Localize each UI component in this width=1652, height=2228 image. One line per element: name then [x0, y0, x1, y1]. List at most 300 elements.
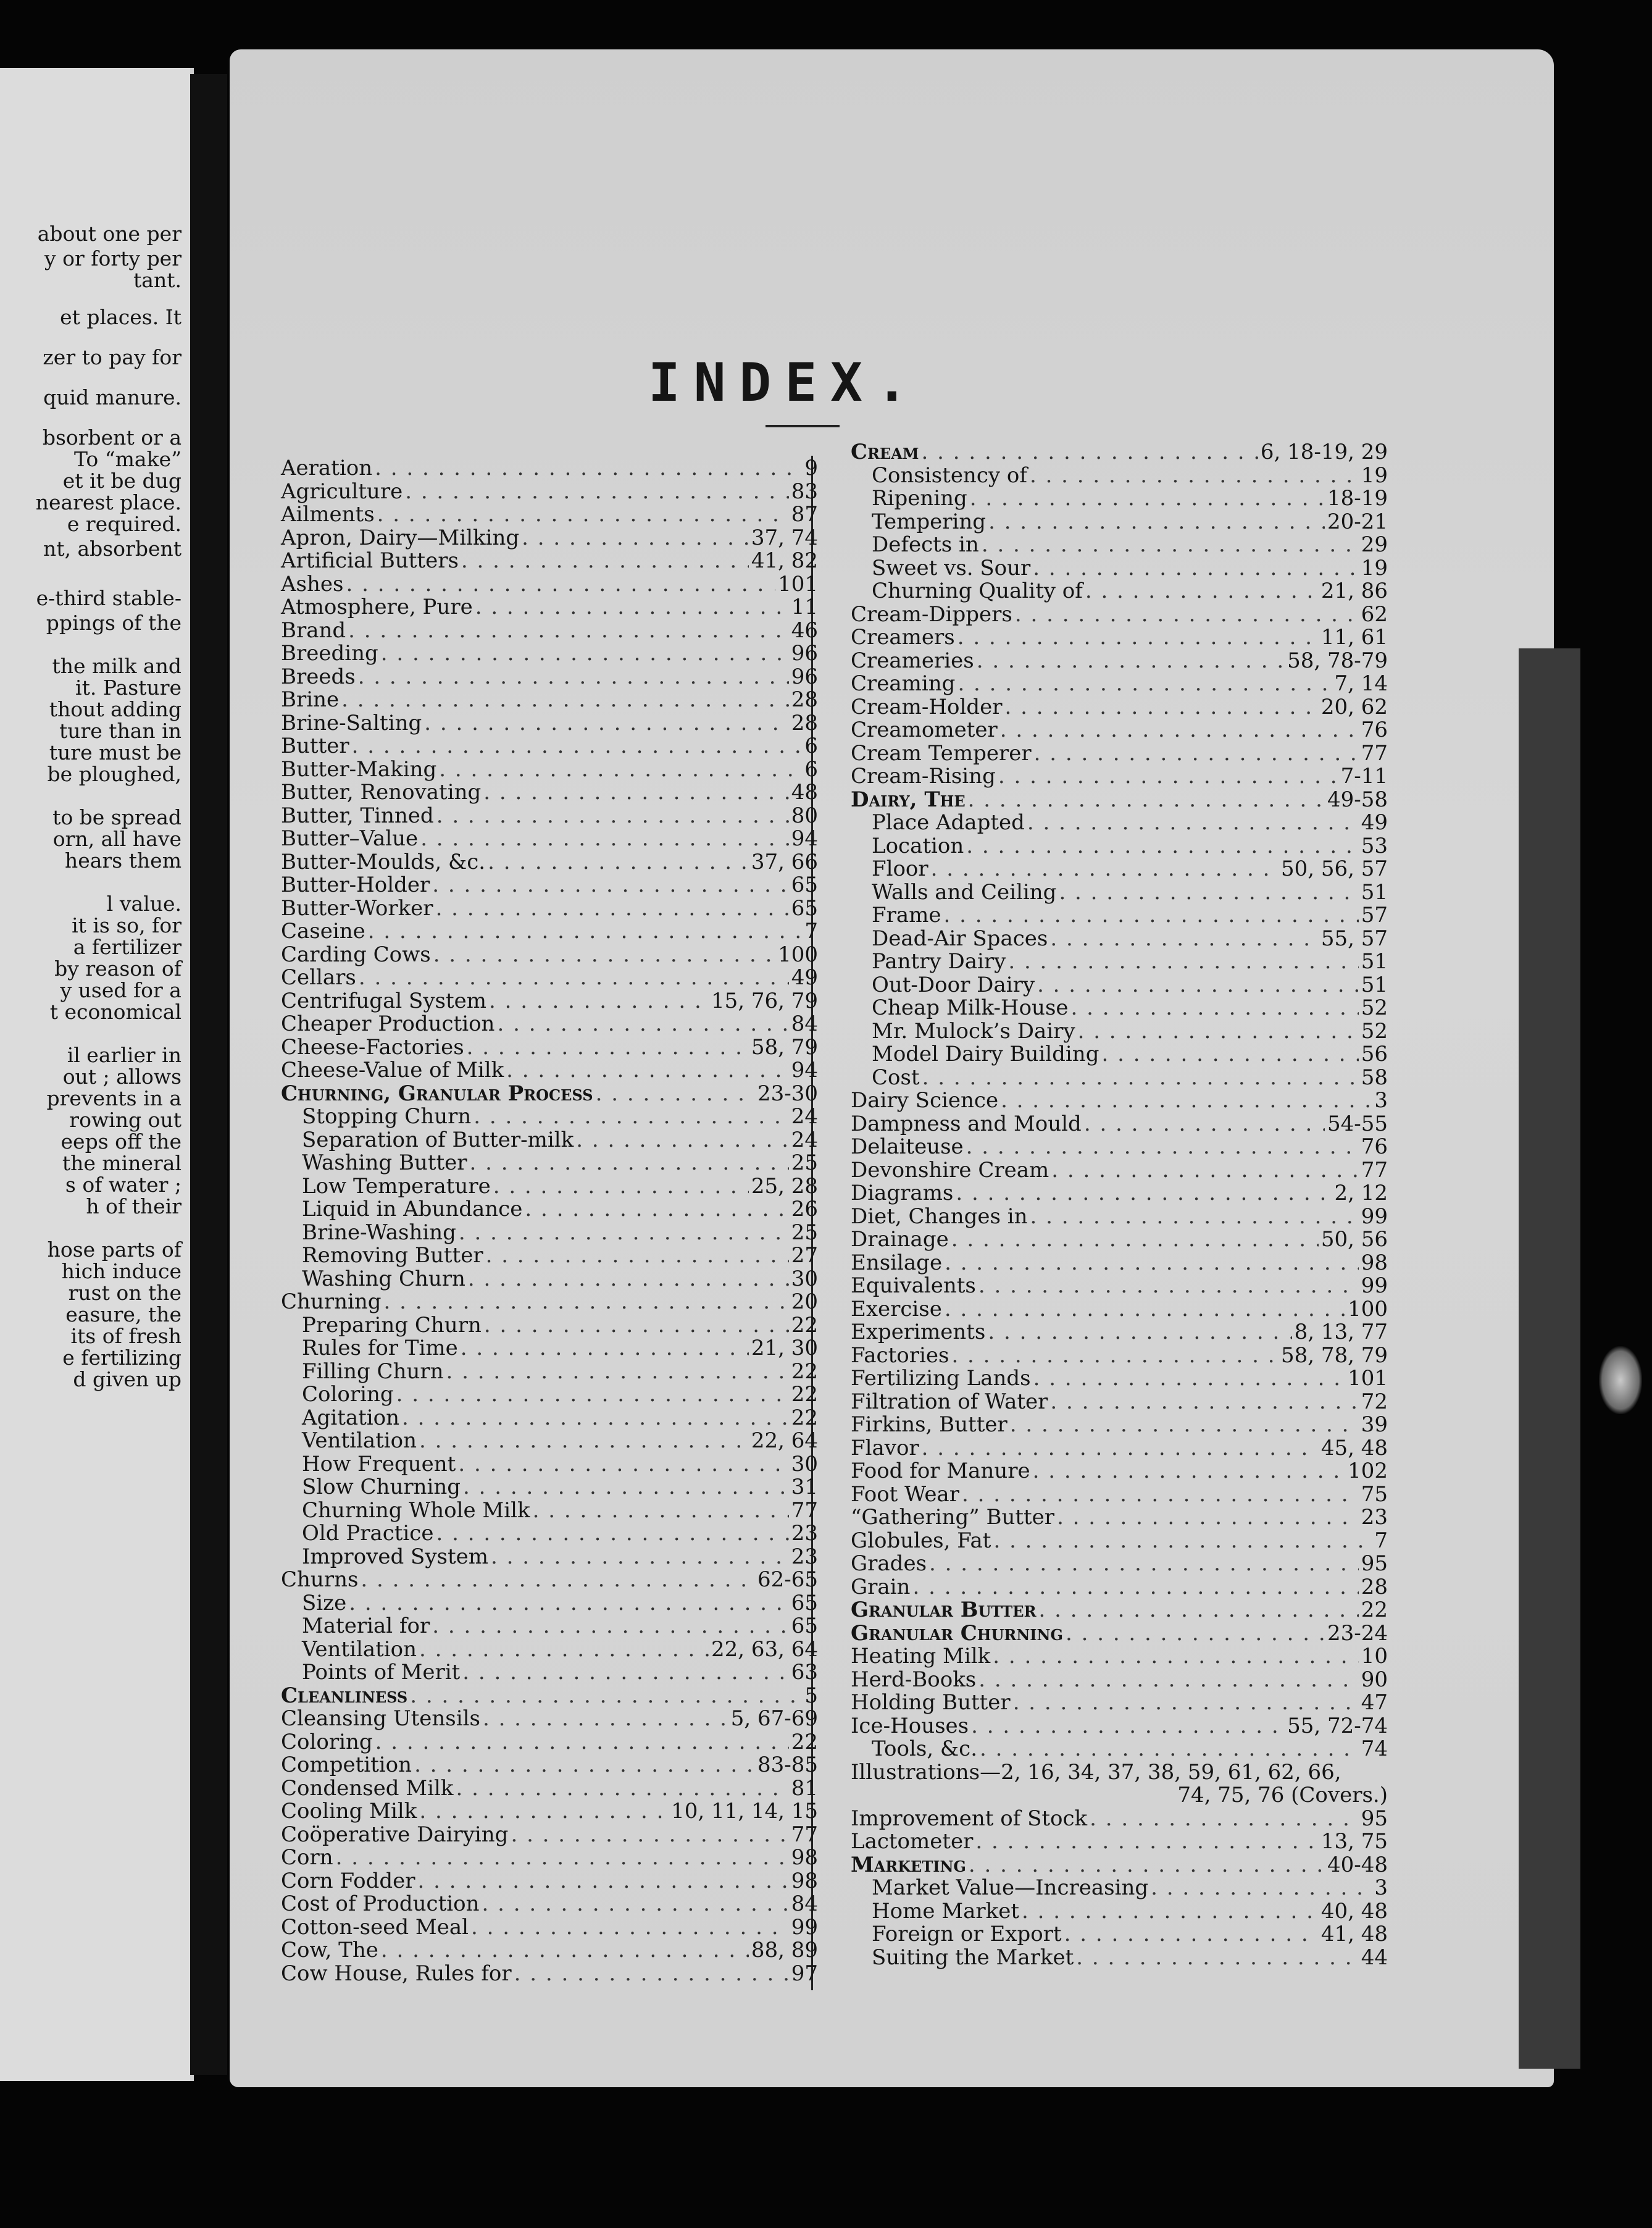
- index-term: Centrifugal System: [281, 988, 486, 1013]
- index-page-numbers: 77: [791, 1497, 818, 1523]
- index-entry: [281, 666, 818, 689]
- index-entry: [851, 811, 1388, 835]
- index-term: Material for: [302, 1614, 430, 1638]
- left-page-text-line: a fertilizer: [73, 935, 181, 959]
- index-term: Devonshire Cream: [851, 1157, 1049, 1183]
- leader-dots: [993, 1645, 1359, 1669]
- leader-dots: [456, 1777, 788, 1801]
- leader-dots: [446, 1360, 789, 1384]
- index-entry: [281, 1105, 818, 1129]
- index-term: Globules, Fat: [851, 1528, 991, 1553]
- index-entry: [851, 557, 1388, 580]
- index-entry: [851, 1367, 1388, 1391]
- index-page-numbers: 37, 74: [751, 525, 818, 550]
- index-term: Out-Door Dairy: [872, 972, 1035, 997]
- index-term: Ensilage: [851, 1250, 943, 1275]
- index-entry: [851, 1344, 1388, 1368]
- leader-dots: [951, 1344, 1279, 1368]
- index-page-numbers: 99: [1361, 1204, 1388, 1229]
- left-page-text-line: nt, absorbent: [43, 537, 181, 561]
- index-entry: [851, 997, 1388, 1020]
- leader-dots: [402, 1407, 789, 1430]
- index-entry: [281, 457, 818, 480]
- leader-dots: [349, 1592, 789, 1615]
- leader-dots: [912, 1576, 1358, 1599]
- left-page-fragment: [0, 68, 194, 2081]
- leader-dots: [1033, 1367, 1345, 1391]
- left-page-text-line: rowing out: [69, 1108, 181, 1132]
- index-entry: [281, 1083, 818, 1106]
- leader-dots: [483, 1707, 728, 1731]
- leader-dots: [470, 1152, 789, 1175]
- index-page-numbers: 65: [791, 895, 818, 921]
- left-page-text-line: d given up: [73, 1367, 181, 1391]
- index-term: Butter-Making: [281, 756, 437, 782]
- index-page-numbers: 23: [791, 1544, 818, 1569]
- index-term: Coloring: [302, 1382, 394, 1407]
- index-entry: [851, 765, 1388, 789]
- index-entry: [851, 1113, 1388, 1136]
- index-page-numbers: 22: [791, 1312, 818, 1338]
- index-entry: [851, 1321, 1388, 1344]
- leader-dots: [1010, 1413, 1359, 1437]
- index-entry: [851, 858, 1388, 881]
- leader-dots: [1033, 1460, 1345, 1483]
- index-page-numbers: 84: [791, 1891, 818, 1916]
- left-page-text-line: et it be dug: [62, 469, 181, 493]
- leader-dots: [359, 966, 789, 990]
- leader-dots: [506, 1059, 789, 1083]
- leader-dots: [432, 874, 789, 897]
- index-entry: [281, 827, 818, 851]
- index-entry: [281, 897, 818, 921]
- left-page-text-line: its of fresh: [70, 1324, 181, 1348]
- left-page-text-line: et places. It: [60, 305, 181, 329]
- index-page-numbers: 54-55: [1327, 1111, 1388, 1136]
- index-term: Cream-Rising: [851, 764, 996, 789]
- index-entry: [281, 642, 818, 666]
- leader-dots: [1050, 1391, 1358, 1414]
- index-entry: [851, 1669, 1388, 1692]
- index-term: Granular Butter: [851, 1598, 1037, 1622]
- index-term: Cream Temperer: [851, 740, 1032, 766]
- leader-dots: [459, 1221, 789, 1245]
- index-entry: [851, 511, 1388, 534]
- index-entry: [851, 1877, 1388, 1900]
- index-page-numbers: 84: [791, 1011, 818, 1036]
- leader-dots: [957, 672, 1332, 696]
- leader-dots: [436, 1522, 788, 1546]
- index-entry: [281, 1800, 818, 1824]
- index-term: Churning Quality of: [872, 579, 1083, 603]
- index-term: Experiments: [851, 1320, 986, 1344]
- leader-dots: [929, 1552, 1359, 1576]
- index-page-numbers: 6, 18-19, 29: [1260, 440, 1388, 464]
- leader-dots: [482, 1893, 788, 1916]
- leader-dots: [998, 765, 1338, 789]
- index-column-right: [851, 441, 1388, 1969]
- index-term: Cotton-seed Meal: [281, 1914, 469, 1940]
- index-entry: [281, 1036, 818, 1060]
- left-page-text-line: out ; allows: [62, 1065, 181, 1089]
- leader-dots: [489, 990, 709, 1013]
- index-term: Cellars: [281, 965, 356, 990]
- index-term: Churning, Granular Process: [281, 1081, 593, 1106]
- left-page-text-line: to be spread: [52, 805, 181, 829]
- leader-dots: [483, 781, 789, 805]
- index-entry: [281, 550, 818, 573]
- index-term: Granular Churning: [851, 1620, 1063, 1646]
- left-page-text-line: y used for a: [60, 978, 181, 1002]
- left-page-text-line: t economical: [49, 1000, 181, 1024]
- leader-dots: [419, 1638, 709, 1662]
- index-entry: [851, 1715, 1388, 1738]
- index-entry: [281, 1430, 818, 1453]
- index-page-numbers: 57: [1361, 903, 1388, 928]
- leader-dots: [358, 666, 789, 689]
- index-page-numbers: 30: [791, 1266, 818, 1291]
- index-page-numbers: 101: [1348, 1366, 1388, 1391]
- index-page-numbers: 22: [791, 1729, 818, 1754]
- leader-dots: [346, 573, 775, 597]
- leader-dots: [493, 1175, 749, 1199]
- index-entry: [281, 619, 818, 643]
- leader-dots: [486, 1244, 789, 1268]
- leader-dots: [410, 1685, 802, 1708]
- index-page-numbers: 58, 78-79: [1287, 648, 1388, 673]
- index-page-numbers: 45, 48: [1320, 1435, 1388, 1460]
- left-page-text-line: l value.: [106, 892, 181, 916]
- left-page-text-line: hears them: [65, 848, 181, 873]
- index-entry: [281, 1615, 818, 1638]
- index-page-numbers: 95: [1361, 1551, 1388, 1576]
- index-page-numbers: 41, 82: [751, 548, 818, 573]
- index-term: Ventilation: [302, 1428, 417, 1453]
- leader-dots: [377, 503, 789, 527]
- index-term: Cow House, Rules for: [281, 1961, 512, 1986]
- index-page-numbers: 23-24: [1327, 1620, 1388, 1646]
- leader-dots: [993, 1530, 1372, 1553]
- index-term: Points of Merit: [302, 1660, 461, 1685]
- index-page-numbers: 39: [1361, 1412, 1388, 1437]
- index-page-numbers: 11, 61: [1320, 625, 1388, 650]
- index-term: Improved System: [302, 1544, 489, 1569]
- index-page-numbers: 98: [791, 1868, 818, 1893]
- left-page-text-line: y or forty per: [44, 246, 181, 270]
- leader-dots: [348, 619, 789, 643]
- leader-dots: [1039, 1599, 1359, 1622]
- index-page-numbers: 83-85: [757, 1753, 818, 1777]
- index-entry: [851, 835, 1388, 858]
- index-entry: [851, 1923, 1388, 1946]
- index-term: Creamometer: [851, 718, 998, 742]
- leader-dots: [966, 1136, 1359, 1159]
- leader-dots: [436, 805, 789, 828]
- left-page-text-line: s of water ;: [65, 1173, 181, 1197]
- index-entry: [851, 881, 1388, 905]
- index-term: Illustrations—2, 16, 34, 37, 38, 59, 61, 62, 66,: [851, 1759, 1341, 1785]
- leader-dots: [980, 1738, 1359, 1761]
- index-entry: [851, 1622, 1388, 1646]
- index-term: Cheese-Value of Milk: [281, 1058, 504, 1083]
- index-entry: [851, 464, 1388, 488]
- index-page-numbers: 19: [1361, 555, 1388, 580]
- left-page-text-line: rust on the: [68, 1281, 181, 1305]
- index-entry: [281, 1731, 818, 1754]
- index-term: Old Practice: [302, 1521, 434, 1546]
- index-page-numbers: 99: [1361, 1273, 1388, 1298]
- leader-dots: [414, 1754, 755, 1777]
- page-edge-shadow: [1519, 648, 1580, 2069]
- index-page-numbers: 77: [1361, 740, 1388, 766]
- index-page-numbers: 40, 48: [1320, 1898, 1388, 1924]
- index-entry: [851, 1182, 1388, 1205]
- index-term: Breeds: [281, 664, 356, 689]
- index-term: Separation of Butter-milk: [302, 1127, 574, 1152]
- index-page-numbers: 15, 76, 79: [711, 988, 818, 1013]
- index-term: Cost: [872, 1065, 920, 1090]
- index-entry: [851, 1807, 1388, 1831]
- index-page-numbers: 22: [791, 1405, 818, 1430]
- index-term: Cow, The: [281, 1938, 378, 1962]
- index-entry: [851, 1020, 1388, 1044]
- leader-dots: [384, 1291, 789, 1314]
- leader-dots: [468, 1268, 789, 1291]
- index-entry: [281, 1152, 818, 1175]
- index-term: Tools, &c.: [872, 1736, 978, 1761]
- index-entry: [281, 503, 818, 527]
- index-page-numbers: 62-65: [757, 1567, 818, 1592]
- index-page-numbers: 3: [1374, 1875, 1388, 1900]
- index-term: Brine-Salting: [281, 710, 422, 735]
- index-page-numbers: 24: [791, 1104, 818, 1129]
- left-page-text-line: orn, all have: [52, 827, 181, 851]
- index-page-numbers: 6: [804, 734, 818, 758]
- index-term: Butter–Value: [281, 826, 419, 851]
- index-page-numbers: 95: [1361, 1806, 1388, 1831]
- index-entry: [851, 974, 1388, 997]
- index-term: Delaiteuse: [851, 1134, 964, 1159]
- leader-dots: [361, 1568, 755, 1592]
- index-entry: [281, 1962, 818, 1986]
- leader-dots: [1064, 1923, 1319, 1946]
- index-entry: [281, 1499, 818, 1523]
- index-entry: [281, 805, 818, 828]
- index-term: Churning: [281, 1289, 382, 1314]
- index-page-numbers: 51: [1361, 972, 1388, 997]
- index-page-numbers: 22, 64: [751, 1428, 818, 1453]
- index-page-numbers: 72: [1361, 1389, 1388, 1414]
- index-term: Dampness and Mould: [851, 1111, 1082, 1136]
- index-page-numbers: 96: [791, 641, 818, 666]
- index-entry: [851, 696, 1388, 719]
- index-entry: [281, 1407, 818, 1430]
- index-page-numbers: 81: [791, 1775, 818, 1801]
- index-term: “Gathering” Butter: [851, 1505, 1055, 1530]
- index-entry: [281, 1314, 818, 1338]
- leader-dots: [375, 457, 802, 480]
- index-page-numbers: 65: [791, 873, 818, 897]
- index-term: Cleanliness: [281, 1683, 408, 1708]
- index-page-numbers: 48: [791, 780, 818, 805]
- index-term: Holding Butter: [851, 1690, 1011, 1715]
- index-page-numbers: 55, 57: [1320, 926, 1388, 951]
- index-page-numbers: 100: [1348, 1296, 1388, 1321]
- index-entry: [851, 487, 1388, 511]
- index-term: Cheese-Factories: [281, 1034, 464, 1060]
- leader-dots: [962, 1483, 1359, 1507]
- index-entry: [281, 1268, 818, 1291]
- index-entry: [851, 1854, 1388, 1877]
- index-term: Filling Churn: [302, 1359, 444, 1384]
- leader-dots: [971, 1715, 1285, 1738]
- index-entry: [851, 950, 1388, 974]
- index-page-numbers: 77: [791, 1822, 818, 1847]
- index-term: Drainage: [851, 1227, 949, 1252]
- left-page-text-line: the mineral: [62, 1151, 181, 1175]
- index-term: Size: [302, 1590, 347, 1615]
- index-entry: [281, 1568, 818, 1592]
- index-entry: [281, 527, 818, 550]
- leader-dots: [957, 626, 1319, 650]
- index-page-numbers: 13, 75: [1320, 1829, 1388, 1854]
- index-entry: [281, 1661, 818, 1685]
- index-page-numbers: 11: [791, 595, 818, 619]
- leader-dots: [420, 827, 789, 851]
- index-term: Improvement of Stock: [851, 1806, 1088, 1831]
- left-page-text-line: quid manure.: [43, 385, 181, 409]
- index-entry: [281, 1754, 818, 1777]
- leader-dots: [458, 1453, 788, 1476]
- index-term: Lactometer: [851, 1829, 974, 1854]
- left-page-text-line: hose parts of: [47, 1238, 181, 1262]
- index-page-numbers: 99: [791, 1914, 818, 1940]
- leader-dots: [1001, 1089, 1372, 1113]
- leader-dots: [988, 1321, 1291, 1344]
- index-entry: [851, 603, 1388, 627]
- index-term: Carding Cows: [281, 942, 431, 967]
- left-page-text-line: h of their: [86, 1194, 181, 1218]
- index-term: Cream-Holder: [851, 694, 1003, 719]
- left-page-text-line: eeps off the: [60, 1129, 181, 1154]
- left-page-text-line: the milk and: [52, 654, 181, 678]
- leader-dots: [970, 487, 1325, 511]
- index-page-numbers: 100: [778, 942, 818, 967]
- leader-dots: [336, 1846, 789, 1870]
- title-rule: [766, 425, 840, 427]
- index-term: Corn: [281, 1845, 333, 1870]
- left-page-text-line: prevents in a: [46, 1086, 181, 1110]
- leader-dots: [497, 1013, 788, 1036]
- index-term: Ripening: [872, 486, 967, 511]
- index-page-numbers: 25, 28: [751, 1173, 818, 1199]
- index-page-numbers: 97: [791, 1961, 818, 1986]
- index-term: Foreign or Export: [872, 1922, 1062, 1946]
- index-page-numbers: 58, 78, 79: [1280, 1342, 1388, 1368]
- leader-dots: [1066, 1622, 1325, 1646]
- index-entry: [851, 1066, 1388, 1090]
- index-page-numbers: 22: [1361, 1598, 1388, 1622]
- leader-dots: [1008, 950, 1358, 974]
- book-gutter: [190, 74, 227, 2075]
- leader-dots: [381, 1939, 749, 1962]
- index-entry: [281, 1221, 818, 1245]
- index-page-numbers: 80: [791, 803, 818, 828]
- index-entry: [851, 904, 1388, 928]
- index-term: Preparing Churn: [302, 1312, 482, 1338]
- index-page-numbers: 7, 14: [1334, 671, 1388, 696]
- index-term: Butter-Worker: [281, 895, 433, 921]
- index-entry: [281, 920, 818, 944]
- index-term: Brine: [281, 687, 340, 712]
- page-title: INDEX.: [648, 352, 922, 414]
- index-page-numbers: 44: [1361, 1945, 1388, 1970]
- leader-dots: [514, 1962, 789, 1986]
- index-page-numbers: 87: [791, 502, 818, 527]
- index-term: Artificial Butters: [281, 548, 459, 573]
- index-page-numbers: 90: [1361, 1667, 1388, 1692]
- index-page-numbers: 40-48: [1327, 1852, 1388, 1877]
- index-page-numbers: 76: [1361, 1134, 1388, 1159]
- index-term: Marketing: [851, 1852, 966, 1877]
- left-page-text-line: ppings of the: [46, 611, 181, 635]
- index-page-numbers: 75: [1361, 1481, 1388, 1507]
- index-entry: [851, 1391, 1388, 1414]
- index-entry: [281, 1916, 818, 1940]
- index-entry: [851, 1691, 1388, 1715]
- leader-dots: [525, 1198, 788, 1221]
- index-page-numbers: 3: [1374, 1088, 1388, 1113]
- index-entry: [851, 1599, 1388, 1622]
- left-page-text-line: bsorbent or a: [42, 425, 181, 450]
- index-page-numbers: 23: [1361, 1505, 1388, 1530]
- leader-dots: [956, 1182, 1332, 1205]
- index-term: Cleansing Utensils: [281, 1706, 480, 1731]
- index-term: Grades: [851, 1551, 927, 1576]
- index-term: Cream-Dippers: [851, 601, 1012, 627]
- index-page-numbers: 25: [791, 1220, 818, 1245]
- index-entry: [281, 1129, 818, 1152]
- index-entry: [281, 1707, 818, 1731]
- index-term: Washing Churn: [302, 1266, 465, 1291]
- index-term: Ashes: [281, 571, 344, 597]
- index-term: Dairy, The: [851, 787, 966, 812]
- index-term: Atmosphere, Pure: [281, 595, 473, 619]
- index-page-numbers: 88, 89: [751, 1938, 818, 1962]
- index-entry: [281, 781, 818, 805]
- leader-dots: [969, 1854, 1325, 1877]
- leader-dots: [1022, 1900, 1319, 1924]
- index-entry: [281, 1824, 818, 1847]
- leader-dots: [432, 1615, 788, 1638]
- left-page-text-line: e required.: [67, 512, 181, 536]
- index-page-numbers: 10, 11, 14, 15: [671, 1799, 818, 1824]
- index-term: Floor: [872, 856, 928, 881]
- left-page-text-line: il earlier in: [67, 1043, 181, 1067]
- index-term: Low Temperature: [302, 1173, 491, 1199]
- index-term: Suiting the Market: [872, 1945, 1074, 1970]
- leader-dots: [1030, 1205, 1359, 1229]
- left-page-text-line: thout adding: [49, 697, 181, 721]
- index-page-numbers: 63: [791, 1660, 818, 1685]
- index-page-numbers: 9: [804, 456, 818, 480]
- index-entry: [281, 966, 818, 990]
- index-entry: [851, 1413, 1388, 1437]
- index-entry: [281, 480, 818, 504]
- index-entry: [281, 1870, 818, 1893]
- index-page-numbers: 74, 75, 76 (Covers.): [1177, 1783, 1388, 1807]
- index-page-numbers: 21, 30: [751, 1336, 818, 1360]
